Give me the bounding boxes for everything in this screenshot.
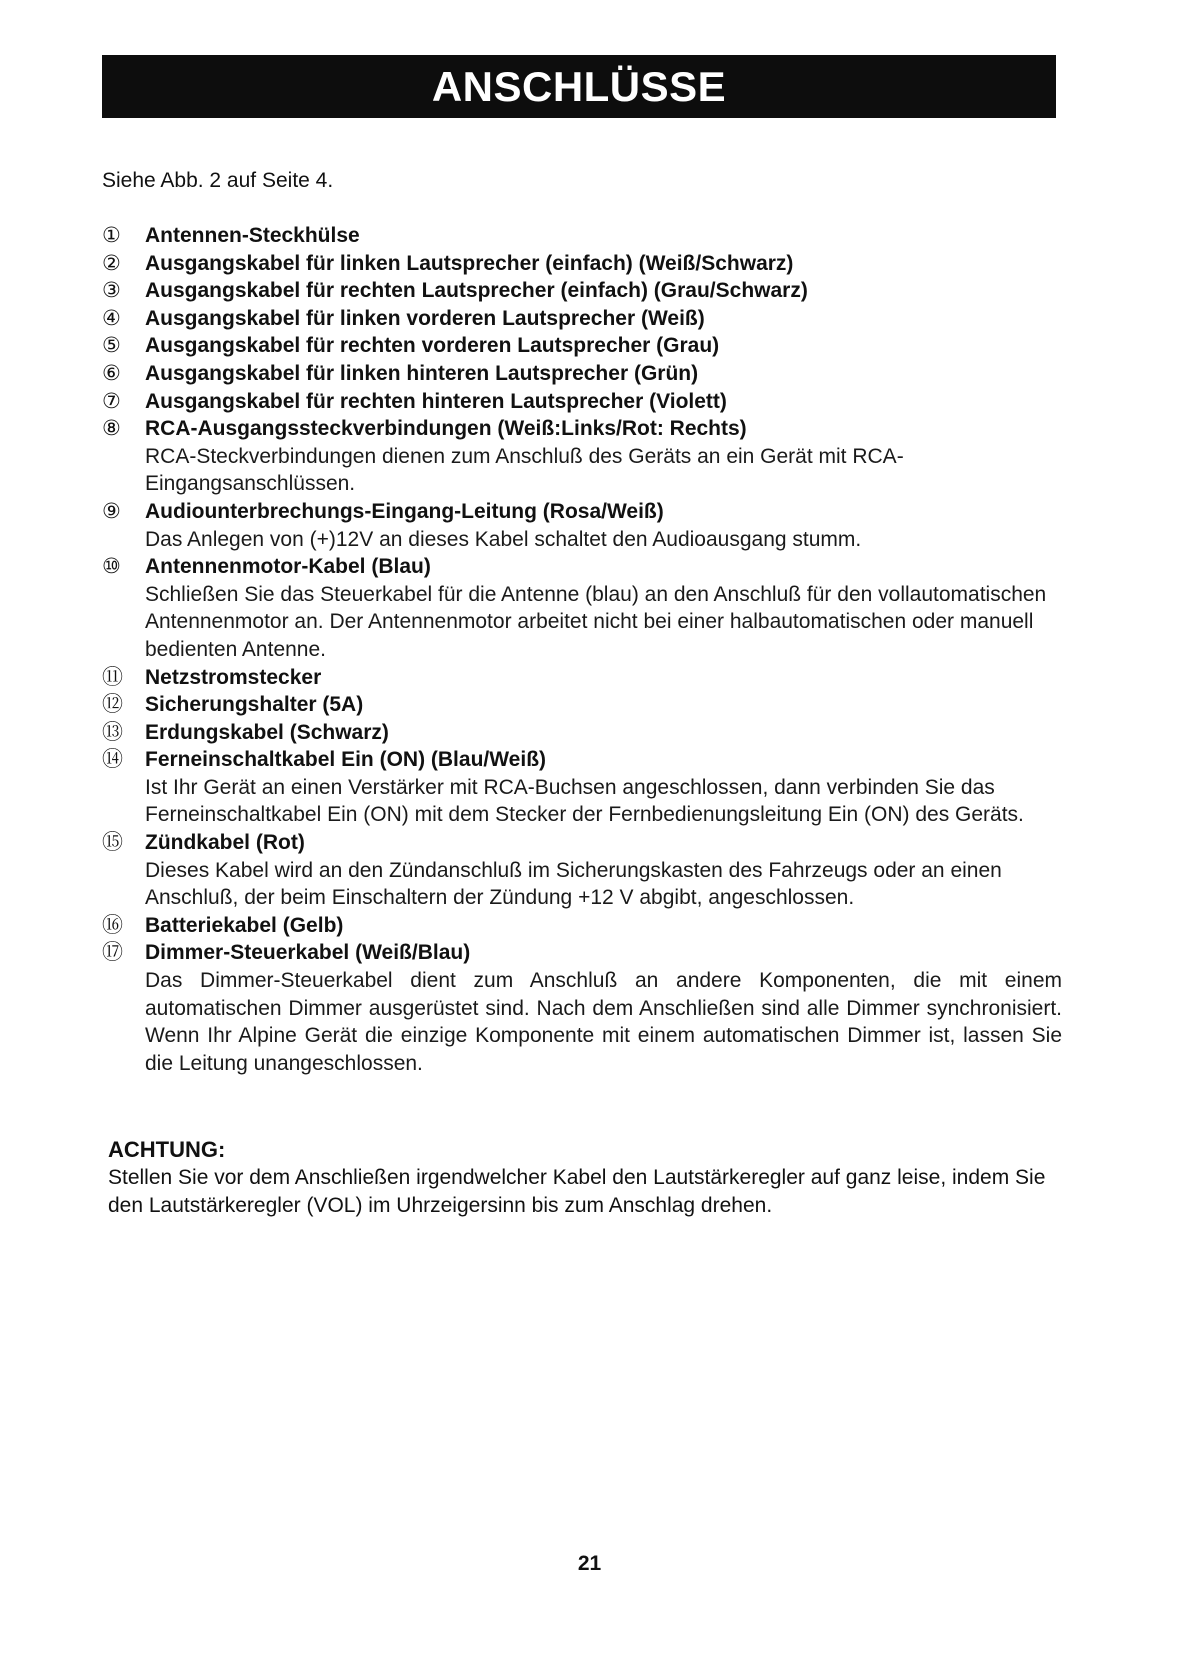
item-title: Batteriekabel (Gelb) xyxy=(145,913,344,937)
item-title: Antennenmotor-Kabel (Blau) xyxy=(145,555,431,579)
item-body xyxy=(145,222,1062,250)
item-number: ① xyxy=(102,224,121,247)
list-item xyxy=(102,250,1062,278)
item-body xyxy=(145,332,1062,360)
item-body xyxy=(145,664,1062,692)
item-body xyxy=(145,912,1062,940)
item-description: Das Anlegen von (+)12V an dieses Kabel schaltet den Audioausgang stumm. xyxy=(145,527,862,551)
item-number: ⑦ xyxy=(102,389,121,413)
list-item xyxy=(102,360,1062,388)
page-number: 21 xyxy=(577,1552,602,1575)
connection-list xyxy=(102,222,1062,1077)
page-title: ANSCHLÜSSE xyxy=(431,62,727,110)
item-description: RCA-Steckverbindungen dienen zum Anschluß des Geräts an ein Gerät mit RCA-Eingangsanschlüssen. xyxy=(145,444,904,496)
item-body xyxy=(145,719,1062,747)
item-title: Zündkabel (Rot) xyxy=(145,831,305,855)
item-title: Ausgangskabel für linken vorderen Lautsprecher (Weiß) xyxy=(145,306,705,330)
item-body xyxy=(145,498,1062,553)
item-number: ⑤ xyxy=(102,334,121,358)
item-title: Ausgangskabel für linken hinteren Lautsprecher (Grün) xyxy=(145,361,699,385)
item-number: ② xyxy=(102,251,121,275)
list-item xyxy=(102,664,1062,692)
list-item xyxy=(102,222,1062,250)
item-number: ⑥ xyxy=(102,361,121,385)
list-item xyxy=(102,388,1062,416)
section-header-bar xyxy=(102,55,1056,118)
intro-text: Siehe Abb. 2 auf Seite 4. xyxy=(102,169,334,192)
item-description: Dieses Kabel wird an den Zündanschluß im Sicherungskasten des Fahrzeugs oder an einen Anschluß, der beim Einschaltern der Zündung +12 V abgibt, angeschlossen. xyxy=(145,858,1002,910)
item-body xyxy=(145,388,1062,416)
item-title: Antennen-Steckhülse xyxy=(145,224,360,247)
item-body xyxy=(145,277,1062,305)
item-body xyxy=(145,939,1062,1077)
item-number: ⑪ xyxy=(102,665,123,689)
caution-title: ACHTUNG: xyxy=(108,1137,226,1162)
item-description: Das Dimmer-Steuerkabel dient zum Anschluß an andere Komponenten, die mit einem automatischen Dimmer ausgerüstet sind. Nach dem Anschließen sind alle Dimmer synchronisiert. Wenn Ihr Alpine Gerät die einzige Komponente mit einem automatischen Dimmer ist, lassen Sie die Leitung unangeschlossen. xyxy=(145,969,1062,1075)
item-number: ⑬ xyxy=(102,720,123,744)
list-item xyxy=(102,719,1062,747)
item-number: ⑭ xyxy=(102,748,123,772)
item-body xyxy=(145,691,1062,719)
caution-block xyxy=(108,1136,1063,1220)
item-title: Audiounterbrechungs-Eingang-Leitung (Rosa/Weiß) xyxy=(145,499,664,523)
item-title: Ausgangskabel für rechten vorderen Lautsprecher (Grau) xyxy=(145,334,720,358)
item-title: Dimmer-Steuerkabel (Weiß/Blau) xyxy=(145,941,471,965)
item-number: ③ xyxy=(102,279,121,303)
item-number: ⑮ xyxy=(102,831,123,855)
caution-text: Stellen Sie vor dem Anschließen irgendwelcher Kabel den Lautstärkeregler auf ganz leise, indem Sie den Lautstärkeregler (VOL) im Uhrzeigersinn bis zum Anschlag drehen. xyxy=(108,1166,1046,1217)
item-title: RCA-Ausgangssteckverbindungen (Weiß:Links/Rot: Rechts) xyxy=(145,417,747,441)
item-number: ⑯ xyxy=(102,913,123,937)
item-number: ④ xyxy=(102,306,121,330)
item-description: Schließen Sie das Steuerkabel für die Antenne (blau) an den Anschluß für den vollautomatischen Antennenmotor an. Der Antennenmotor arbeitet nicht bei einer halbautomatischen oder manuell bedienten Antenne. xyxy=(145,582,1047,661)
item-title: Ausgangskabel für linken Lautsprecher (einfach) (Weiß/Schwarz) xyxy=(145,251,794,275)
item-description: Ist Ihr Gerät an einen Verstärker mit RCA-Buchsen angeschlossen, dann verbinden Sie das Ferneinschaltkabel Ein (ON) mit dem Stecker der Fernbedienungsleitung Ein (ON) des Geräts. xyxy=(145,775,1024,827)
item-number: ⑩ xyxy=(102,555,121,579)
item-body xyxy=(145,305,1062,333)
item-number: ⑰ xyxy=(102,941,123,965)
list-item xyxy=(102,498,1062,553)
list-item xyxy=(102,415,1062,498)
list-item xyxy=(102,305,1062,333)
item-body xyxy=(145,250,1062,278)
item-body xyxy=(145,415,1062,498)
item-title: Erdungskabel (Schwarz) xyxy=(145,720,389,744)
item-title: Ausgangskabel für rechten hinteren Lautsprecher (Violett) xyxy=(145,389,727,413)
item-body xyxy=(145,829,1062,912)
list-item xyxy=(102,912,1062,940)
list-item xyxy=(102,829,1062,912)
item-title: Sicherungshalter (5A) xyxy=(145,693,364,717)
item-title: Netzstromstecker xyxy=(145,665,322,689)
list-item xyxy=(102,939,1062,1077)
item-number: ⑫ xyxy=(102,693,123,717)
list-item xyxy=(102,691,1062,719)
item-title: Ausgangskabel für rechten Lautsprecher (einfach) (Grau/Schwarz) xyxy=(145,279,808,303)
item-body xyxy=(145,553,1062,663)
list-item xyxy=(102,277,1062,305)
item-number: ⑧ xyxy=(102,417,121,441)
list-item xyxy=(102,746,1062,829)
list-item xyxy=(102,553,1062,663)
list-item xyxy=(102,332,1062,360)
item-title: Ferneinschaltkabel Ein (ON) (Blau/Weiß) xyxy=(145,748,547,772)
item-body xyxy=(145,746,1062,829)
item-number: ⑨ xyxy=(102,499,121,523)
item-body xyxy=(145,360,1062,388)
